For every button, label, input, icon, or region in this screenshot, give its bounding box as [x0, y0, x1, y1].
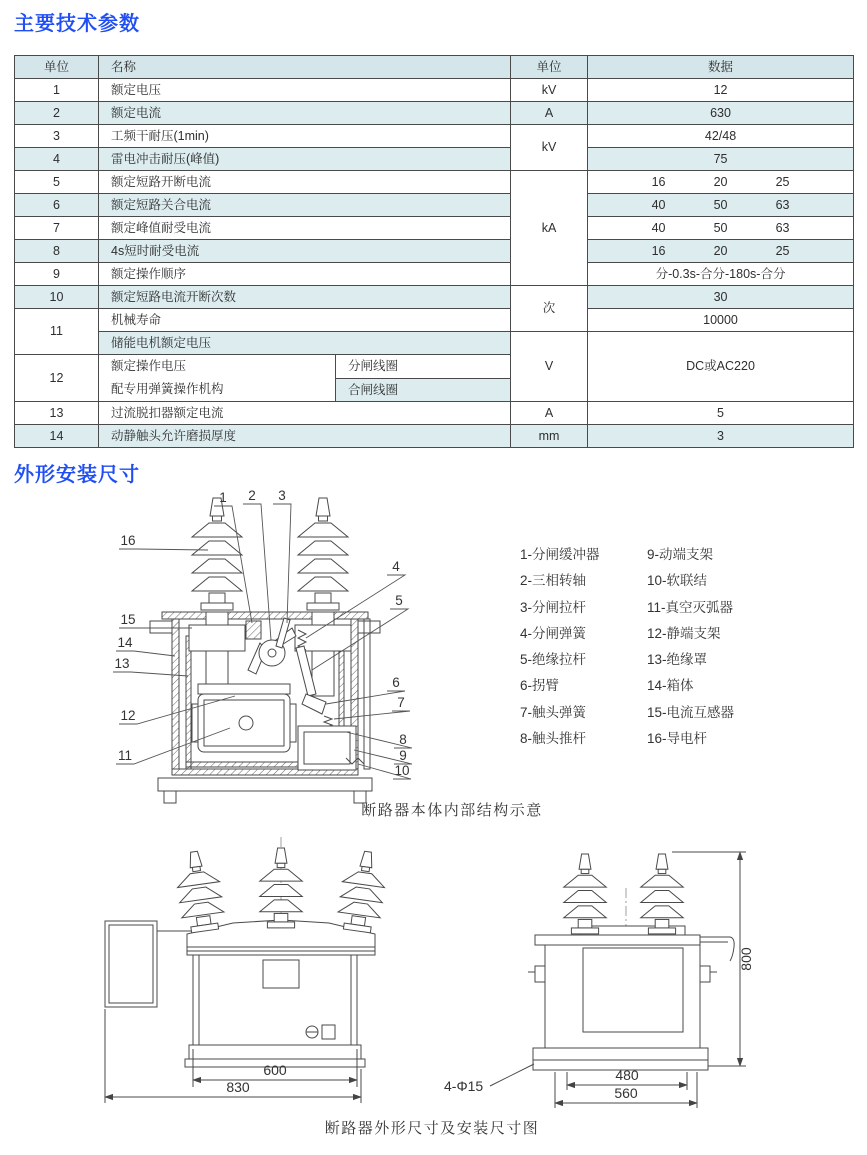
table-cell: 12	[588, 79, 854, 102]
table-cell: 12	[15, 355, 99, 402]
section-title-outline: 外形安装尺寸	[14, 464, 140, 486]
legend-item: 13-绝缘罩	[647, 652, 708, 668]
table-cell: 5	[588, 402, 854, 425]
table-cell: V	[511, 332, 588, 402]
table-row	[15, 425, 854, 448]
callout-number: 7	[397, 695, 405, 710]
table-row	[15, 240, 854, 263]
table-row	[15, 148, 854, 171]
callout-number: 6	[392, 675, 400, 690]
internal-figure-caption: 断路器本体内部结构示意	[361, 802, 543, 819]
table-cell: 额定电流	[99, 102, 511, 125]
legend-item: 9-动端支架	[647, 547, 714, 562]
table-cell: 合闸线圈	[336, 378, 511, 402]
callout-number: 1	[219, 490, 227, 505]
table-cell: kV	[511, 125, 588, 171]
table-cell: 工频干耐压(1min)	[99, 125, 511, 148]
legend-item: 12-静端支架	[647, 625, 721, 641]
front-bushings	[173, 848, 389, 934]
table-row	[15, 125, 854, 148]
table-cell: 4s短时耐受电流	[99, 240, 511, 263]
table-cell: A	[511, 102, 588, 125]
table-cell: 分闸线圈	[336, 355, 511, 379]
callout-number: 12	[120, 708, 136, 723]
insulator-bushing	[298, 498, 348, 610]
legend-item: 15-电流互感器	[647, 704, 735, 720]
table-row	[15, 263, 854, 286]
table-row	[15, 194, 854, 217]
callout-number: 15	[120, 612, 136, 627]
callout-number: 11	[117, 748, 133, 763]
table-cell: 5	[15, 171, 99, 194]
table-cell: 40 50 63	[588, 194, 854, 217]
internal-structure-figure	[100, 488, 465, 818]
table-cell: 6	[15, 194, 99, 217]
table-cell: 额定短路电流开断次数	[99, 286, 511, 309]
column-header: 单位	[511, 56, 588, 79]
table-body	[15, 79, 854, 448]
table-cell: 42/48	[588, 125, 854, 148]
table-row	[15, 171, 854, 194]
insulator-bushing	[192, 498, 242, 610]
table-cell: kA	[511, 171, 588, 286]
table-cell: A	[511, 402, 588, 425]
internal-mechanism	[189, 612, 364, 770]
table-cell: 16 20 25	[588, 240, 854, 263]
table-cell: 3	[588, 425, 854, 448]
legend-item: 11-真空灭弧器	[647, 599, 734, 615]
legend-item: 5-绝缘拉杆	[520, 652, 587, 668]
insulator-bushing	[641, 854, 684, 934]
dim-560-label: 560	[614, 1085, 638, 1101]
column-header: 单位	[15, 56, 99, 79]
table-cell: 7	[15, 217, 99, 240]
callout-10	[358, 763, 411, 779]
callout-number: 3	[278, 488, 286, 503]
dim-600-label: 600	[263, 1062, 287, 1078]
table-cell: 机械寿命	[99, 309, 511, 332]
table-row	[15, 286, 854, 309]
table-cell: 10000	[588, 309, 854, 332]
legend-column-left	[520, 542, 647, 752]
table-cell: 1	[15, 79, 99, 102]
legend-item: 14-箱体	[647, 678, 694, 694]
section-title-parameters: 主要技术参数	[14, 13, 140, 35]
table-cell: mm	[511, 425, 588, 448]
callout-number: 9	[399, 748, 407, 763]
table-row	[15, 102, 854, 125]
legend-item: 16-导电杆	[647, 731, 708, 747]
callout-number: 5	[395, 593, 403, 608]
callout-7	[334, 695, 410, 719]
table-cell: 额定操作电压 配专用弹簧操作机构	[99, 355, 336, 402]
dim-800-label: 800	[738, 947, 754, 971]
parts-legend	[520, 542, 734, 752]
table-cell: 动静触头允许磨损厚度	[99, 425, 511, 448]
mounting-holes-label	[444, 1064, 534, 1094]
table-cell: 14	[15, 425, 99, 448]
breaker-body	[185, 920, 375, 1067]
table-cell: 30	[588, 286, 854, 309]
table-cell: 4	[15, 148, 99, 171]
table-cell: 75	[588, 148, 854, 171]
table-row	[15, 217, 854, 240]
legend-column-right	[647, 542, 734, 752]
table-cell: 过流脱扣器额定电流	[99, 402, 511, 425]
table-cell: 额定操作顺序	[99, 263, 511, 286]
breaker-side-body	[528, 926, 734, 1070]
front-view-figure	[95, 835, 495, 1107]
table-cell: 10	[15, 286, 99, 309]
dim-480-label: 480	[615, 1067, 639, 1083]
bushing-insulators	[192, 498, 348, 610]
table-cell: 16 20 25	[588, 171, 854, 194]
table-cell: 分-0.3s-合分-180s-合分	[588, 263, 854, 286]
table-cell: 储能电机额定电压	[99, 332, 511, 355]
legend-item: 6-拐臂	[520, 678, 560, 694]
ct-housing-box	[105, 921, 193, 1007]
table-cell: 9	[15, 263, 99, 286]
legend-item: 7-触头弹簧	[520, 704, 587, 720]
legend-item: 8-触头推杆	[520, 731, 587, 747]
table-cell: 次	[511, 286, 588, 332]
callout-number: 14	[117, 635, 133, 650]
insulator-bushing	[260, 848, 303, 928]
legend-item: 10-软联结	[647, 573, 708, 589]
table-cell: 13	[15, 402, 99, 425]
column-header: 数据	[588, 56, 854, 79]
column-header: 名称	[99, 56, 511, 79]
callout-number: 10	[394, 763, 410, 778]
holes-label-text: 4-Φ15	[444, 1078, 484, 1094]
table-cell: 630	[588, 102, 854, 125]
table-cell: 11	[15, 309, 99, 355]
table-cell: kV	[511, 79, 588, 102]
callout-9	[354, 748, 412, 764]
legend-item: 2-三相转轴	[520, 573, 587, 589]
legend-item: 4-分闸弹簧	[520, 625, 587, 641]
callout-number: 13	[114, 656, 130, 671]
legend-item: 3-分闸拉杆	[520, 599, 587, 615]
parameters-table	[14, 55, 854, 448]
table-cell: 额定峰值耐受电流	[99, 217, 511, 240]
callout-number: 8	[399, 732, 407, 747]
table-header	[15, 56, 854, 79]
table-cell: 额定电压	[99, 79, 511, 102]
insulator-bushing	[173, 849, 226, 934]
insulator-bushing	[564, 854, 607, 934]
table-cell: 雷电冲击耐压(峰值)	[99, 148, 511, 171]
insulator-bushing	[336, 849, 389, 934]
table-row	[15, 79, 854, 102]
table-cell: 2	[15, 102, 99, 125]
callout-3	[273, 488, 291, 623]
table-cell: 额定短路开断电流	[99, 171, 511, 194]
side-bushings	[564, 854, 684, 934]
table-row	[15, 402, 854, 425]
callout-6	[326, 675, 405, 704]
legend-item: 1-分闸缓冲器	[520, 547, 600, 562]
table-cell: 额定短路关合电流	[99, 194, 511, 217]
outline-figure-caption: 断路器外形尺寸及安装尺寸图	[324, 1120, 540, 1137]
callout-number: 2	[248, 488, 256, 503]
table-cell: DC或AC220	[588, 332, 854, 402]
table-cell: 8	[15, 240, 99, 263]
callout-14	[116, 635, 175, 656]
table-row	[15, 309, 854, 332]
callout-number: 4	[392, 559, 400, 574]
dim-830-label: 830	[226, 1079, 250, 1095]
table-row	[15, 332, 854, 355]
callout-number: 16	[120, 533, 136, 548]
side-view-figure	[440, 838, 800, 1113]
table-cell: 3	[15, 125, 99, 148]
table-cell: 40 50 63	[588, 217, 854, 240]
